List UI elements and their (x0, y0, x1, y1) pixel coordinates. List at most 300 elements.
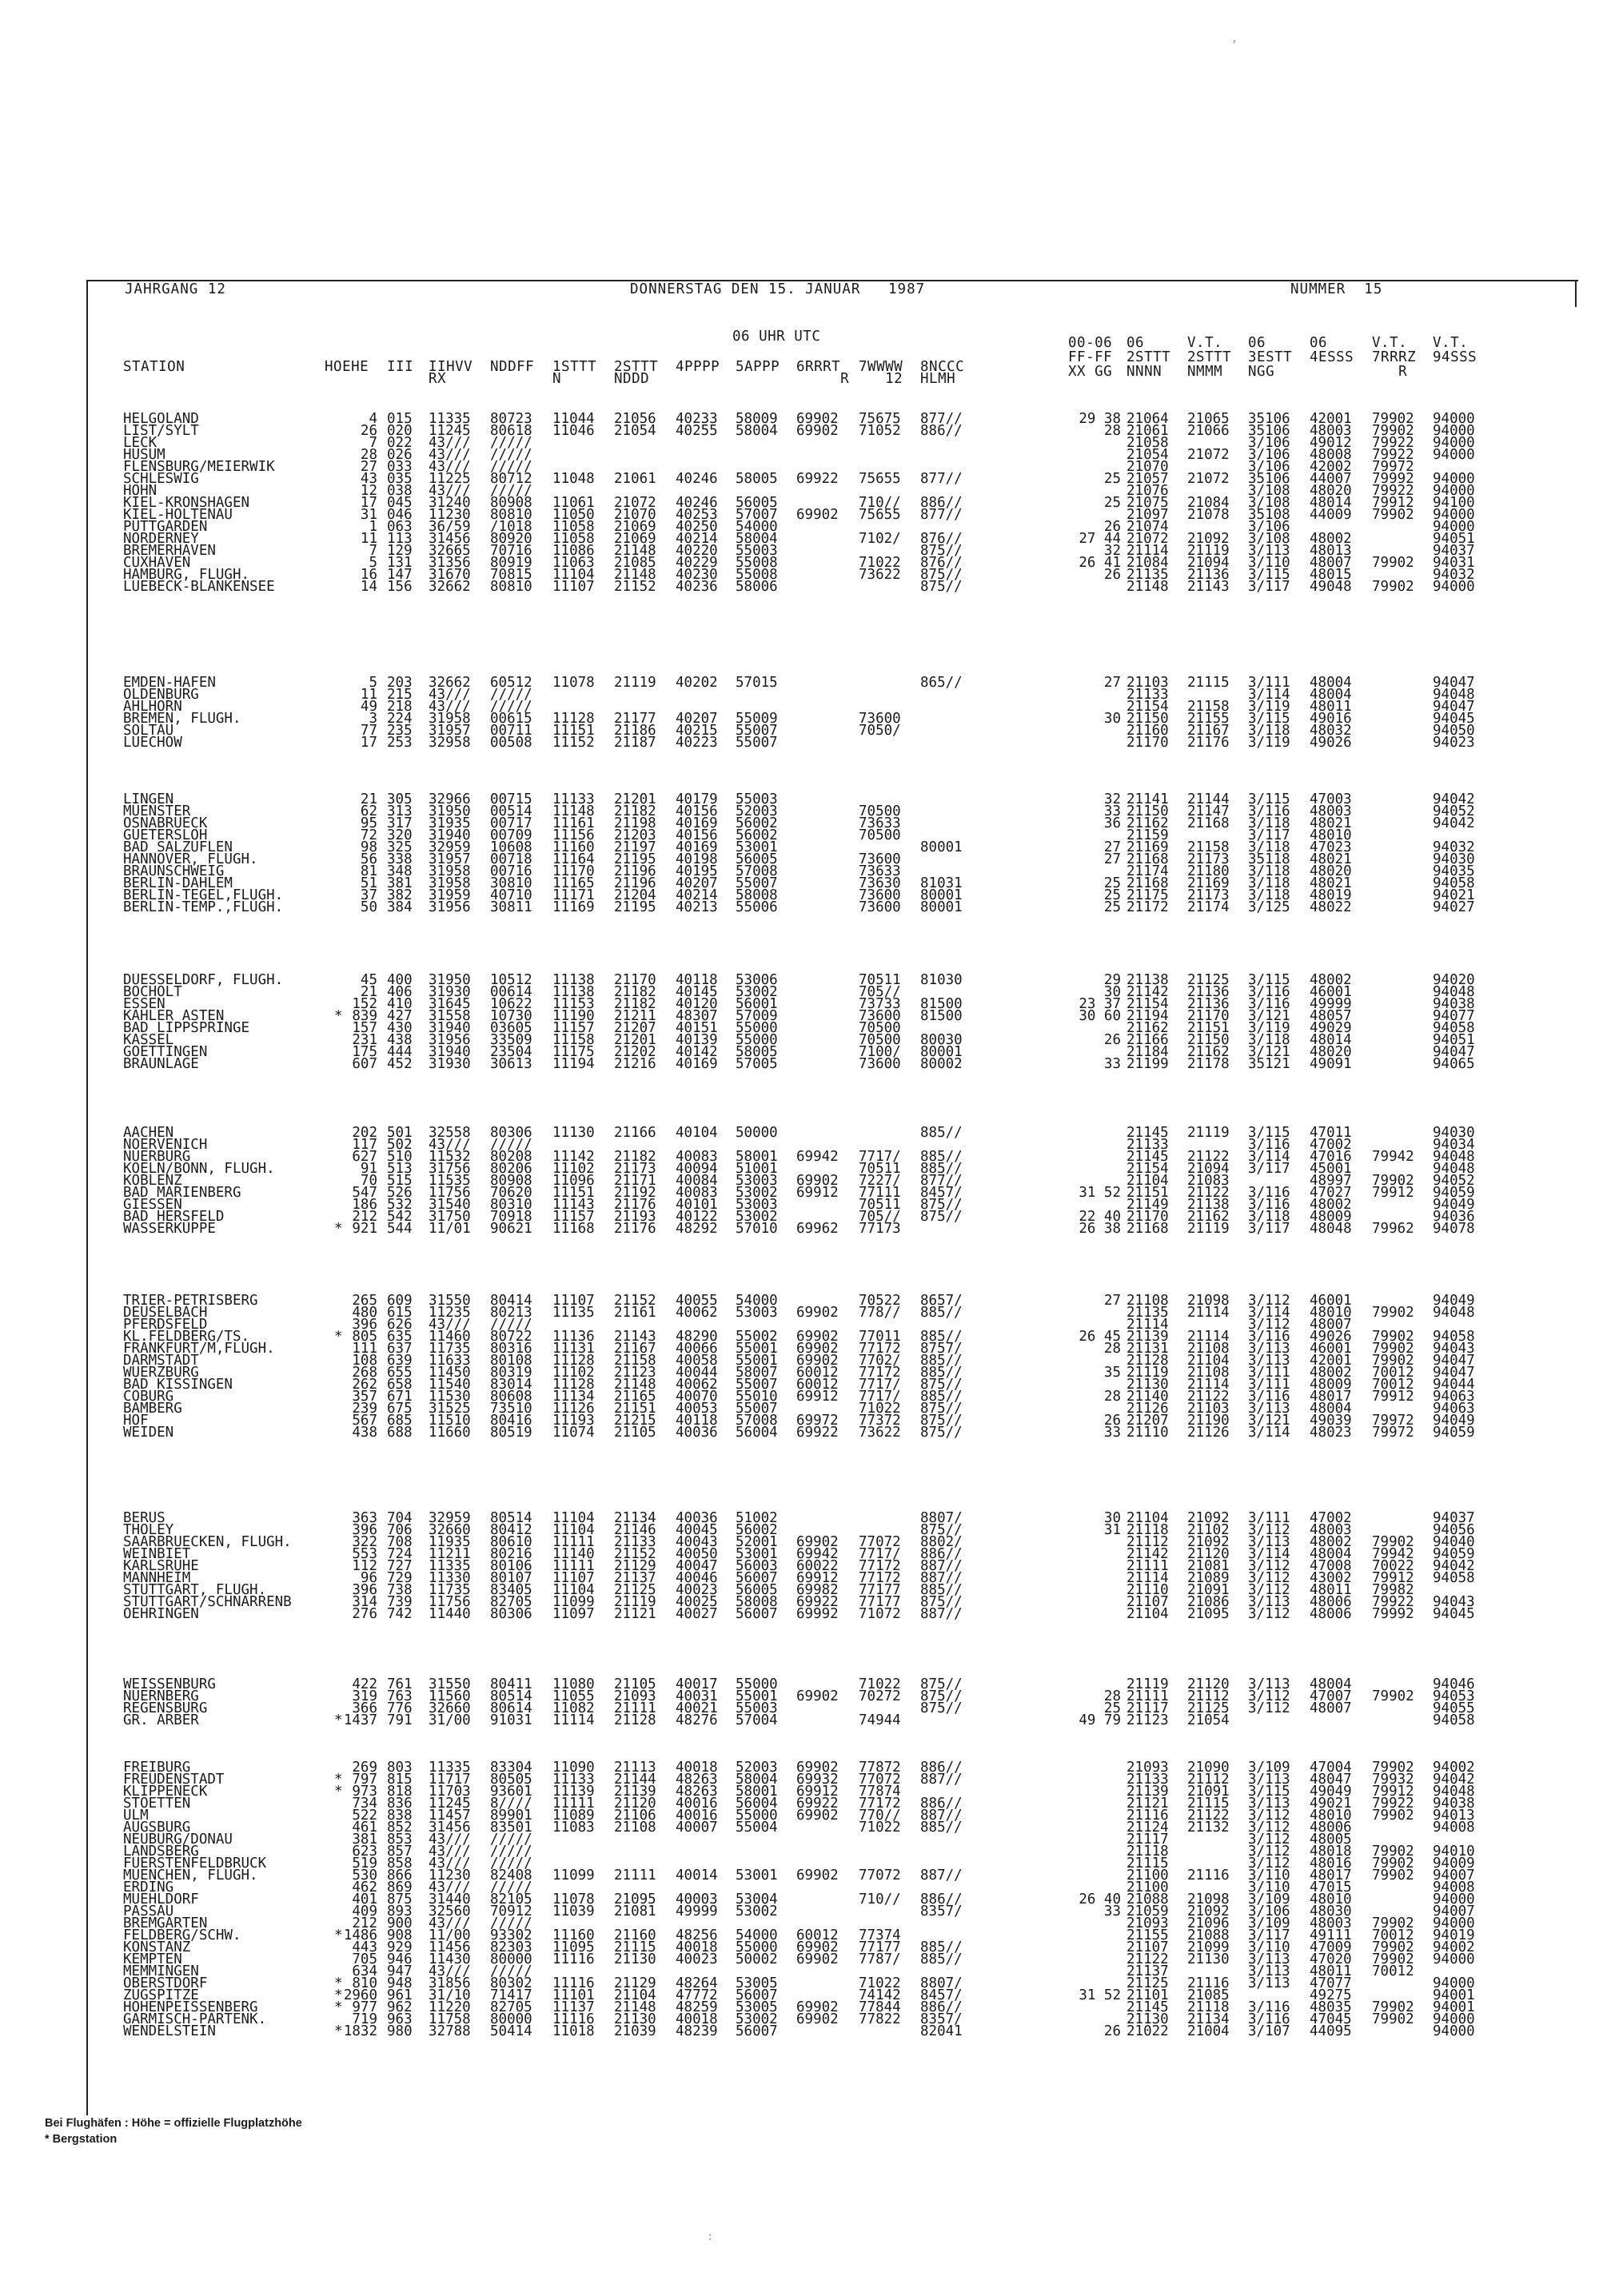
s9-cell: 94000 (1433, 2023, 1475, 2039)
t06-cell: 21121 (1126, 1796, 1169, 1812)
w7-cell: 77172 (859, 1570, 901, 1586)
iihvv-cell: 32558 (429, 1125, 471, 1141)
table-row (0, 437, 1599, 449)
n8-cell: 887// (920, 1867, 963, 1883)
s9-cell: 94063 (1433, 1389, 1475, 1405)
p4-cell: 48292 (676, 1221, 718, 1237)
n8-cell: 875// (920, 1413, 963, 1429)
nddff-cell: 91031 (490, 1712, 532, 1728)
s1-cell: 11170 (552, 863, 595, 879)
n8-cell: 8357/ (920, 2011, 963, 2027)
e4-cell: 48005 (1310, 1832, 1352, 1848)
table-row (0, 1700, 1599, 1716)
s2-cell: 21106 (614, 1808, 656, 1824)
p5-cell: 58008 (736, 887, 778, 903)
iii-cell: 045 (387, 495, 413, 511)
t06-cell: 21149 (1126, 1197, 1169, 1213)
hoehe-cell: 627 (352, 1149, 377, 1165)
iii-cell: 980 (387, 2023, 413, 2039)
iii-cell: 688 (387, 1425, 413, 1441)
iii-cell: 063 (387, 519, 413, 535)
nddff-cell: 80614 (490, 1700, 532, 1716)
t06-cell: 21110 (1126, 1425, 1169, 1441)
s1-cell: 11095 (552, 1939, 595, 1955)
t06-cell: 21199 (1126, 1056, 1169, 1072)
tvt-cell: 21176 (1187, 735, 1230, 751)
p5-cell: 52003 (736, 1760, 778, 1776)
tvt-cell: 21108 (1187, 1341, 1230, 1357)
e4-cell: 48004 (1310, 687, 1352, 703)
table-row (0, 851, 1599, 867)
iihvv-cell: 31440 (429, 1891, 471, 1907)
station-name: WEINBIET (123, 1546, 191, 1562)
r6-cell: 60012 (796, 1377, 839, 1393)
iii-cell: 866 (387, 1867, 413, 1883)
s9-cell: 94008 (1433, 1879, 1475, 1895)
s1-cell: 11101 (552, 1987, 595, 2003)
w7-cell: 77177 (859, 1939, 901, 1955)
hoehe-cell: 95 (360, 815, 377, 831)
e4-cell: 48014 (1310, 1032, 1352, 1048)
tvt-cell: 21114 (1187, 1329, 1230, 1345)
r6-cell: 60012 (796, 1365, 839, 1381)
nddff-cell: ///// (490, 1832, 532, 1848)
s9-cell: 94020 (1433, 972, 1475, 988)
p4-cell: 40044 (676, 1365, 718, 1381)
s9-cell: 94000 (1433, 411, 1475, 427)
p4-cell: 40083 (676, 1149, 718, 1165)
t06-cell: 21100 (1126, 1867, 1169, 1883)
n8-cell: 80001 (920, 839, 963, 855)
nddff-cell: 83304 (490, 1760, 532, 1776)
iihvv-cell: 31645 (429, 996, 471, 1012)
table-row (0, 1867, 1599, 1883)
table-row (0, 863, 1599, 879)
tvt-cell: 21114 (1187, 1377, 1230, 1393)
p4-cell: 40220 (676, 543, 718, 559)
s9-cell: 94001 (1433, 1999, 1475, 2015)
w7-cell: 70500 (859, 1020, 901, 1036)
iii-cell: 452 (387, 1056, 413, 1072)
p5-cell: 58001 (736, 1784, 778, 1800)
s1-cell: 11137 (552, 1999, 595, 2015)
nddff-cell: 93302 (490, 1927, 532, 1943)
nddff-cell: 00514 (490, 803, 532, 819)
w7-cell: 71022 (859, 1676, 901, 1692)
w7-cell: 7717/ (859, 1389, 901, 1405)
p4-cell: 40007 (676, 1820, 718, 1836)
p4-cell: 40050 (676, 1546, 718, 1562)
station-name: WASSERKUPPE (123, 1221, 216, 1237)
station-group-7 (0, 1676, 1599, 1728)
ff-cell: 25 (1103, 875, 1121, 891)
r6-cell: 69902 (796, 1341, 839, 1357)
iihvv-cell: 32959 (429, 839, 471, 855)
r6-cell: 69922 (796, 1425, 839, 1441)
n8-cell: 8802/ (920, 1534, 963, 1550)
iii-cell: 156 (387, 579, 413, 595)
s2-cell: 21119 (614, 1594, 656, 1610)
e3-cell: 3/116 (1248, 1197, 1290, 1213)
nddff-cell: 70918 (490, 1209, 532, 1225)
p5-cell: 54000 (736, 519, 778, 535)
s2-cell: 21039 (614, 2023, 656, 2039)
iii-cell: 348 (387, 863, 413, 879)
s9-cell: 94047 (1433, 1044, 1475, 1060)
tvt-cell: 21094 (1187, 555, 1230, 571)
s2-cell: 21167 (614, 1341, 656, 1357)
w7-cell: 70500 (859, 827, 901, 843)
iihvv-cell: 31956 (429, 899, 471, 915)
hoehe-cell: 31 (360, 507, 377, 523)
p5-cell: 53005 (736, 1999, 778, 2015)
iii-cell: 706 (387, 1522, 413, 1538)
station-name: WEISSENBURG (123, 1676, 216, 1692)
s9-cell: 94032 (1433, 567, 1475, 583)
e4-cell: 48010 (1310, 1808, 1352, 1824)
w7-cell: 77844 (859, 1999, 901, 2015)
w7-cell: 70500 (859, 803, 901, 819)
p5-cell: 57009 (736, 1008, 778, 1024)
ff-cell: 33 (1103, 1903, 1121, 1919)
nddff-cell: 80106 (490, 1558, 532, 1574)
nddff-cell: 80319 (490, 1365, 532, 1381)
s9-cell: 94058 (1433, 875, 1475, 891)
p4-cell: 40207 (676, 711, 718, 727)
e3-cell: 3/118 (1248, 887, 1290, 903)
n8-cell: 885// (920, 1820, 963, 1836)
n8-cell: 887// (920, 1772, 963, 1788)
s9-cell: 94023 (1433, 735, 1475, 751)
table-row (0, 521, 1599, 533)
iihvv-cell: 11230 (429, 507, 471, 523)
tvt-cell: 21116 (1187, 1867, 1230, 1883)
t06-cell: 21076 (1126, 483, 1169, 499)
r7-cell: 79902 (1372, 423, 1414, 439)
r7-cell: 79922 (1372, 1594, 1414, 1610)
station-name: GIESSEN (123, 1197, 182, 1213)
s9-cell: 94078 (1433, 1221, 1475, 1237)
hoehe-cell: 462 (352, 1879, 377, 1895)
iii-cell: 908 (387, 1927, 413, 1943)
ff-cell: 28 (1103, 1341, 1121, 1357)
tvt-cell: 21116 (1187, 1975, 1230, 1991)
p5-cell: 56007 (736, 2023, 778, 2039)
s1-cell: 11168 (552, 1221, 595, 1237)
s2-cell: 21177 (614, 711, 656, 727)
p4-cell: 40046 (676, 1570, 718, 1586)
table-row (0, 581, 1599, 593)
station-name: HOHN (123, 483, 158, 499)
s9-cell: 94042 (1433, 791, 1475, 807)
iihvv-cell: 31558 (429, 1008, 471, 1024)
e3-cell: 3/118 (1248, 723, 1290, 739)
e4-cell: 48002 (1310, 1534, 1352, 1550)
iihvv-cell: 11457 (429, 1808, 471, 1824)
nddff-cell: 60512 (490, 675, 532, 691)
r6-cell: 69902 (796, 1329, 839, 1345)
p4-cell: 40223 (676, 735, 718, 751)
station-name: OSNABRUECK (123, 815, 208, 831)
s1-cell: 11157 (552, 1020, 595, 1036)
iihvv-cell: 31/00 (429, 1712, 471, 1728)
n8-cell: 8457/ (920, 1185, 963, 1201)
s9-cell: 94037 (1433, 1510, 1475, 1526)
r6-cell: 69902 (796, 2011, 839, 2027)
iii-cell: 852 (387, 1820, 413, 1836)
iihvv-cell: 31940 (429, 1020, 471, 1036)
e3-cell: 3/106 (1248, 519, 1290, 535)
e3-cell: 3/106 (1248, 435, 1290, 451)
tvt-cell: 21086 (1187, 1594, 1230, 1610)
station-name: NORDERNEY (123, 531, 199, 547)
nddff-cell: 80310 (490, 1197, 532, 1213)
e4-cell: 47007 (1310, 1688, 1352, 1704)
nddff-cell: 83405 (490, 1582, 532, 1598)
iii-cell: 438 (387, 1032, 413, 1048)
s2-cell: 21111 (614, 1700, 656, 1716)
r7-cell: 79942 (1372, 1149, 1414, 1165)
w7-cell: 73622 (859, 567, 901, 583)
w7-cell: 75655 (859, 471, 901, 487)
table-row (0, 791, 1599, 807)
w7-cell: 77172 (859, 1365, 901, 1381)
s2-cell: 21176 (614, 1197, 656, 1213)
e3-cell: 3/116 (1248, 996, 1290, 1012)
s2-cell: 21186 (614, 723, 656, 739)
e4-cell: 49026 (1310, 735, 1352, 751)
hoehe-cell: 7 (369, 543, 377, 559)
n8-cell: 886// (920, 495, 963, 511)
t06-cell: 21159 (1126, 827, 1169, 843)
tvt-cell: 21114 (1187, 1305, 1230, 1321)
ff-cell: 30 (1103, 984, 1121, 1000)
e3-cell: 3/112 (1248, 1700, 1290, 1716)
hoehe-cell: 77 (360, 723, 377, 739)
s2-cell: 21195 (614, 899, 656, 915)
s1-cell: 11130 (552, 1125, 595, 1141)
t06-cell: 21135 (1126, 1305, 1169, 1321)
e3-cell: 3/110 (1248, 1939, 1290, 1955)
ff-cell: 31 (1103, 1522, 1121, 1538)
ff-cell: 29 38 (1079, 411, 1121, 427)
r7-cell: 70012 (1372, 1365, 1414, 1381)
e4-cell: 48004 (1310, 675, 1352, 691)
station-name: MUENSTER (123, 803, 191, 819)
iihvv-cell: 11756 (429, 1594, 471, 1610)
e3-cell: 3/114 (1248, 1149, 1290, 1165)
s9-cell: 94000 (1433, 435, 1475, 451)
t06-cell: 21022 (1126, 2023, 1169, 2039)
r7-cell: 79902 (1372, 1173, 1414, 1189)
p4-cell: 40016 (676, 1808, 718, 1824)
s2-cell: 21133 (614, 1534, 656, 1550)
iii-cell: 947 (387, 1963, 413, 1979)
s9-cell: 94030 (1433, 1125, 1475, 1141)
table-row (0, 1608, 1599, 1620)
nddff-cell: 82705 (490, 1594, 532, 1610)
p4-cell: 40169 (676, 1056, 718, 1072)
iihvv-cell: 11735 (429, 1582, 471, 1598)
station-name: KEMPTEN (123, 1951, 182, 1967)
e3-cell: 3/113 (1248, 543, 1290, 559)
c1sttt-heading: 1STTT N (552, 359, 597, 387)
ff-cell: 27 (1103, 839, 1121, 855)
r7-cell: 79972 (1372, 1425, 1414, 1441)
iihvv-cell: 11335 (429, 411, 471, 427)
s9-cell: 94058 (1433, 1329, 1475, 1345)
p4-cell: 40043 (676, 1534, 718, 1550)
iii-cell: 963 (387, 2011, 413, 2027)
t06-cell: 21151 (1126, 1185, 1169, 1201)
s1-cell: 11116 (552, 2011, 595, 2027)
p5-cell: 53005 (736, 1975, 778, 1991)
iii-cell: 026 (387, 447, 413, 463)
station-name: BERLIN-DAHLEM (123, 875, 233, 891)
s2-cell: 21144 (614, 1772, 656, 1788)
table-row (0, 1688, 1599, 1704)
s2-cell: 21134 (614, 1510, 656, 1526)
r6-cell: 69912 (796, 1570, 839, 1586)
hoehe-cell: 26 (360, 423, 377, 439)
e3-cell: 3/106 (1248, 1903, 1290, 1919)
t06-cell: 21130 (1126, 1377, 1169, 1393)
hoehe-cell: 443 (352, 1939, 377, 1955)
hoehe-cell: 21 (360, 791, 377, 807)
s2-cell: 21085 (614, 555, 656, 571)
nddff-cell: 80618 (490, 423, 532, 439)
nddff-cell: 80514 (490, 1510, 532, 1526)
s1-cell: 11190 (552, 1008, 595, 1024)
hoehe-cell: 28 (360, 447, 377, 463)
tvt-cell: 21122 (1187, 1389, 1230, 1405)
iihvv-cell: 31956 (429, 1032, 471, 1048)
t06-cell: 21074 (1126, 519, 1169, 535)
e3-cell: 3/116 (1248, 1389, 1290, 1405)
hoehe-cell: 262 (352, 1377, 377, 1393)
s9-cell: 94000 (1433, 1951, 1475, 1967)
iihvv-cell: 32660 (429, 1522, 471, 1538)
tvt-cell: 21090 (1187, 1760, 1230, 1776)
tvt-cell: 21122 (1187, 1808, 1230, 1824)
p4-cell: 48276 (676, 1712, 718, 1728)
hoehe-cell: 96 (360, 1570, 377, 1586)
s9-cell: 94032 (1433, 839, 1475, 855)
p4-cell: 40045 (676, 1522, 718, 1538)
s9-cell: 94019 (1433, 1927, 1475, 1943)
p4-cell: 40036 (676, 1425, 718, 1441)
iii-cell: 626 (387, 1317, 413, 1333)
p4-cell: 40202 (676, 675, 718, 691)
s2-cell: 21202 (614, 1044, 656, 1060)
table-row (0, 1975, 1599, 1991)
p5-cell: 53002 (736, 984, 778, 1000)
t06-cell: 21184 (1126, 1044, 1169, 1060)
station-name: BERLIN-TEGEL,FLUGH. (123, 887, 284, 903)
s2-cell: 21143 (614, 1329, 656, 1345)
iihvv-cell: 31750 (429, 1209, 471, 1225)
p5-cell: 58004 (736, 1772, 778, 1788)
station-name: GOETTINGEN (123, 1044, 208, 1060)
s9-cell: 94000 (1433, 423, 1475, 439)
station-name: CUXHAVEN (123, 555, 191, 571)
station-name: FUERSTENFELDBRUCK (123, 1856, 267, 1871)
station-name: TRIER-PETRISBERG (123, 1293, 258, 1309)
p4-cell: 40236 (676, 579, 718, 595)
station-name: HUSUM (123, 447, 165, 463)
s2-cell: 21129 (614, 1975, 656, 1991)
iii-cell: 727 (387, 1558, 413, 1574)
t06-cell: 21150 (1126, 711, 1169, 727)
t06-cell: 21058 (1126, 435, 1169, 451)
nddff-cell: ///// (490, 1915, 532, 1931)
hoehe-cell: 16 (360, 567, 377, 583)
e3-cell: 3/109 (1248, 1915, 1290, 1931)
r6-cell: 69902 (796, 1867, 839, 1883)
hoehe-cell: 396 (352, 1317, 377, 1333)
mountain-station-marker: * (334, 1712, 343, 1728)
tvt-cell: 21150 (1187, 1032, 1230, 1048)
iihvv-cell: 11440 (429, 1606, 471, 1622)
station-name: FREIBURG (123, 1760, 191, 1776)
n8-cell: 865// (920, 675, 963, 691)
ff-cell: 30 (1103, 711, 1121, 727)
tvt-cell: 21092 (1187, 1510, 1230, 1526)
iii-cell: 637 (387, 1341, 413, 1357)
iihvv-cell: 11220 (429, 1999, 471, 2015)
p5-cell: 55000 (736, 1032, 778, 1048)
p4-cell: 48263 (676, 1784, 718, 1800)
nddff-cell: 93601 (490, 1784, 532, 1800)
n8-cell: 887// (920, 1570, 963, 1586)
nddff-cell: 00716 (490, 863, 532, 879)
tvt-cell: 21089 (1187, 1570, 1230, 1586)
table-row (0, 2011, 1599, 2027)
e3-cell: 3/116 (1248, 984, 1290, 1000)
iihvv-cell: 31935 (429, 815, 471, 831)
s2-cell: 21069 (614, 519, 656, 535)
s9-cell: 94042 (1433, 1558, 1475, 1574)
hoehe-cell: 17 (360, 495, 377, 511)
s2-cell: 21196 (614, 863, 656, 879)
iii-cell: 791 (387, 1712, 413, 1728)
n8-cell: 875// (920, 1377, 963, 1393)
p4-cell: 40145 (676, 984, 718, 1000)
s9-cell: 94000 (1433, 1891, 1475, 1907)
s1-cell: 11175 (552, 1044, 595, 1060)
station-group-0 (0, 413, 1599, 593)
p4-cell: 40198 (676, 851, 718, 867)
p5-cell: 53002 (736, 1185, 778, 1201)
table-row (0, 1307, 1599, 1319)
station-name: FRANKFURT/M,FLUGH. (123, 1341, 275, 1357)
hoehe-cell: 705 (352, 1951, 377, 1967)
n8-cell: 887// (920, 1808, 963, 1824)
s2-cell: 21151 (614, 1401, 656, 1417)
ff-cell: 25 (1103, 1700, 1121, 1716)
s1-cell: 11138 (552, 984, 595, 1000)
p4-cell: 40062 (676, 1305, 718, 1321)
hoehe-cell: 422 (352, 1676, 377, 1692)
table-row (0, 1903, 1599, 1919)
station-name: BRAUNLAGE (123, 1056, 199, 1072)
s1-cell: 11160 (552, 839, 595, 855)
t06-cell: 21154 (1126, 699, 1169, 715)
nddff-cell: 80908 (490, 1173, 532, 1189)
w7-cell: 70500 (859, 1032, 901, 1048)
nddff-cell: 82303 (490, 1939, 532, 1955)
station-group-5 (0, 1295, 1599, 1439)
